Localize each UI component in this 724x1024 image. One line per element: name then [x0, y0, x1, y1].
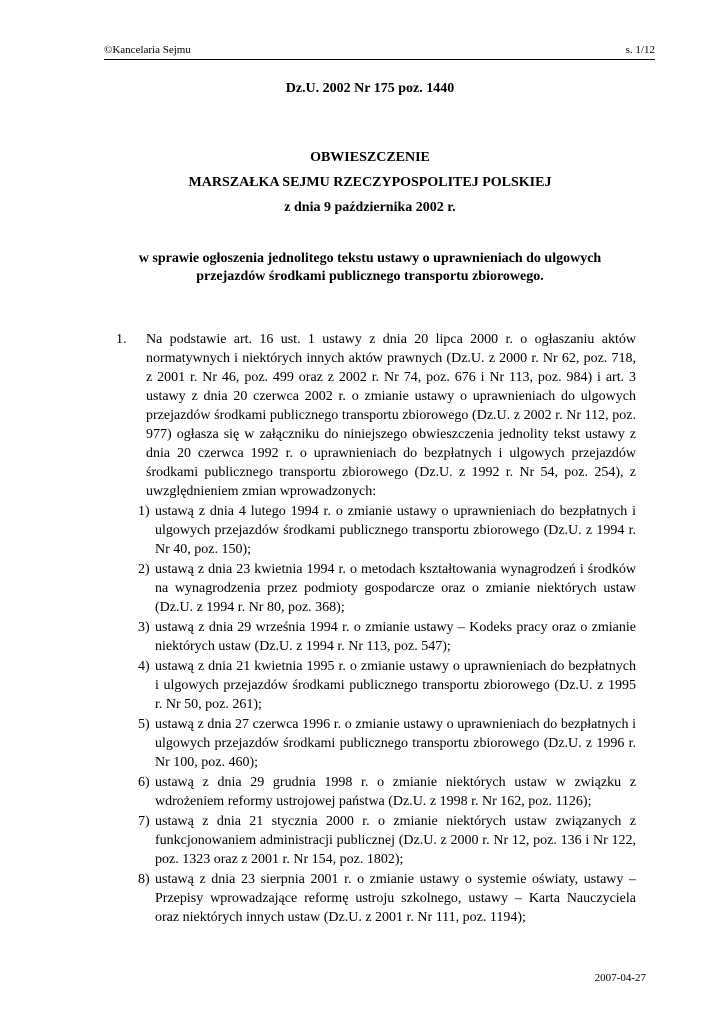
list-item-number: 8): [138, 872, 150, 887]
paragraph-text: Na podstawie art. 16 ust. 1 ustawy z dnia 20 lipca 2000 r. o ogłaszaniu aktów normatywnych i niektórych innych aktów prawnych (Dz.U. z 2000 r. Nr 62, poz. 718, z 2001 r. Nr 46, poz. 499 oraz z 2002 r. Nr 74, poz. 676 i Nr 113, poz. 984) i art. 3 ustawy z dnia 20 czerwca 2002 r. o zmianie ustawy o uprawnieniach do ulgowych przejazdów środkami publicznego transportu zbiorowego (Dz.U. z 2002 r. Nr 112, poz. 977) ogłasza się w załączniku do niniejszego obwieszczenia jednolity tekst ustawy z dnia 20 czerwca 1992 r. o uprawnieniach do bezpłatnych i ulgowych przejazdów środkami publicznego transportu zbiorowego (Dz.U. z 1992 r. Nr 54, poz. 254), z uwzględnieniem zmian wprowadzonych:: [146, 332, 636, 499]
list-item: [104, 812, 636, 869]
footer-date: 2007-04-27: [594, 972, 646, 984]
list-item-number: 2): [138, 562, 150, 577]
document-body: [104, 330, 636, 927]
list-item-number: 6): [138, 775, 150, 790]
amendments-list: [104, 502, 636, 927]
paragraph-1: [104, 330, 636, 501]
list-item-text: ustawą z dnia 29 września 1994 r. o zmianie ustawy – Kodeks pracy oraz o zmianie niektórych ustaw (Dz.U. z 1994 r. Nr 113, poz. 547);: [155, 620, 636, 654]
list-item-text: ustawą z dnia 4 lutego 1994 r. o zmianie ustawy o uprawnieniach do bezpłatnych i ulgowych przejazdów środkami publicznego transportu zbiorowego (Dz.U. z 1994 r. Nr 40, poz. 150);: [155, 504, 636, 557]
citation: Dz.U. 2002 Nr 175 poz. 1440: [285, 81, 455, 96]
list-item-text: ustawą z dnia 21 kwietnia 1995 r. o zmianie ustawy o uprawnieniach do bezpłatnych i ulgowych przejazdów środkami publicznego transportu zbiorowego (Dz.U. z 1995 r. Nr 50, poz. 261);: [155, 659, 636, 712]
list-item: [104, 560, 636, 617]
list-item: [104, 715, 636, 772]
list-item-number: 5): [138, 717, 150, 732]
list-item-text: ustawą z dnia 29 grudnia 1998 r. o zmianie niektórych ustaw w związku z wdrożeniem reformy ustrojowej państwa (Dz.U. z 1998 r. Nr 162, poz. 1126);: [155, 775, 636, 809]
heading-date: z dnia 9 października 2002 r.: [284, 200, 456, 215]
list-item: [104, 657, 636, 714]
subject-line-2: przejazdów środkami publicznego transportu zbiorowego.: [196, 269, 544, 284]
list-item-number: 3): [138, 620, 150, 635]
list-item: [104, 773, 636, 811]
list-item-text: ustawą z dnia 23 kwietnia 1994 r. o metodach kształtowania wynagrodzeń i środków na wynagrodzenia przez podmioty gospodarcze oraz o zmianie niektórych ustaw (Dz.U. z 1994 r. Nr 80, poz. 368);: [155, 562, 636, 615]
list-item-text: ustawą z dnia 27 czerwca 1996 r. o zmianie ustawy o uprawnieniach do bezpłatnych i ulgowych przejazdów środkami publicznego transportu zbiorowego (Dz.U. z 1996 r. Nr 100, poz. 460);: [155, 717, 636, 770]
list-item-number: 4): [138, 659, 150, 674]
list-item: [104, 618, 636, 656]
copyright-label: ©Kancelaria Sejmu: [104, 44, 191, 56]
list-item: [104, 502, 636, 559]
list-item-number: 7): [138, 814, 150, 829]
page-number: s. 1/12: [625, 44, 655, 56]
heading-issuer: MARSZAŁKA SEJMU RZECZYPOSPOLITEJ POLSKIEJ: [188, 175, 552, 190]
heading-title: OBWIESZCZENIE: [310, 150, 430, 165]
list-item-number: 1): [138, 504, 150, 519]
list-item-text: ustawą z dnia 21 stycznia 2000 r. o zmianie niektórych ustaw związanych z funkcjonowaniem administracji publicznej (Dz.U. z 2000 r. Nr 12, poz. 136 i Nr 122, poz. 1323 oraz z 2001 r. Nr 154, poz. 1802);: [155, 814, 636, 867]
subject-line-1: w sprawie ogłoszenia jednolitego tekstu ustawy o uprawnieniach do ulgowych: [138, 251, 602, 266]
page-header: [104, 44, 655, 60]
list-item-text: ustawą z dnia 23 sierpnia 2001 r. o zmianie ustawy o systemie oświaty, ustawy – Przepisy wprowadzające reformę ustroju szkolnego, ustawy – Karta Nauczyciela oraz niektórych innych ustaw (Dz.U. z 2001 r. Nr 111, poz. 1194);: [155, 872, 636, 925]
paragraph-number: 1.: [116, 332, 127, 347]
list-item: [104, 870, 636, 927]
